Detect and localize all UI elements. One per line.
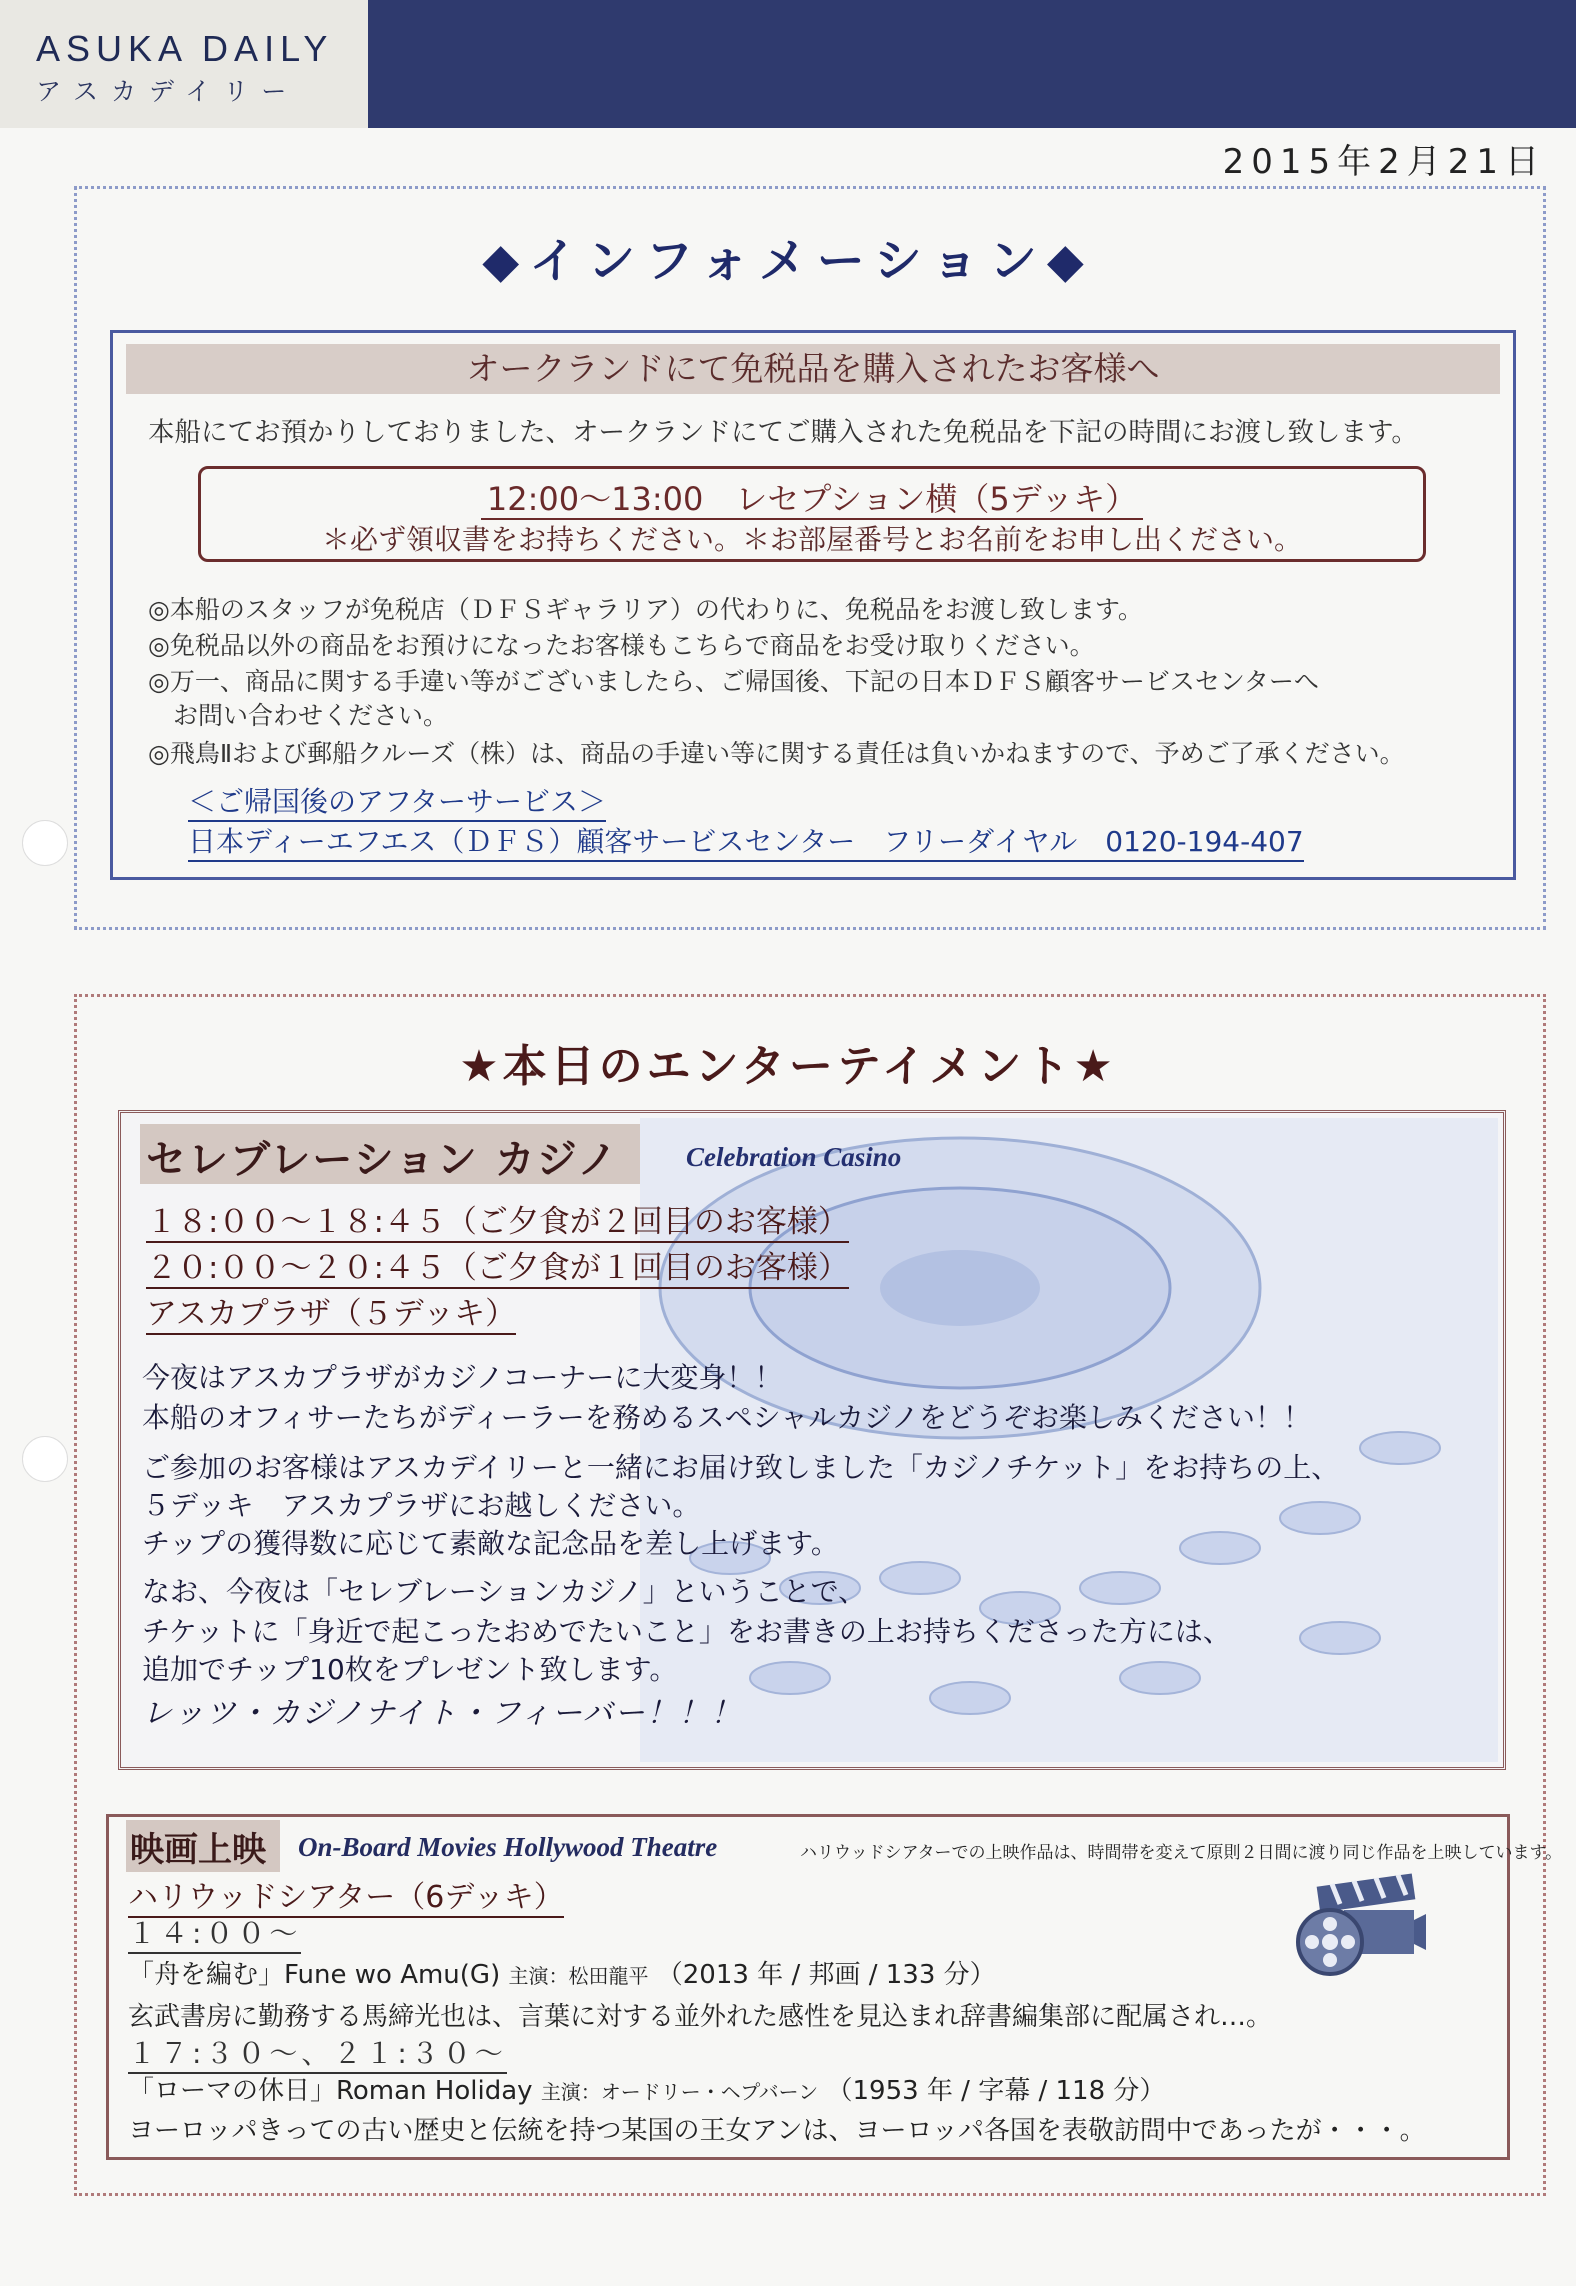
casino-title-english: Celebration Casino: [686, 1142, 902, 1172]
movie-showtime: １７:３０～、２１:３０～: [128, 2032, 507, 2074]
casino-description-line: 本船のオフィサーたちがディーラーを務めるスペシャルカジノをどうぞお楽しみください！！: [142, 1401, 1312, 1434]
pickup-time-place: 12:00～13:00 レセプション横（5デッキ）: [198, 474, 1426, 520]
notice-line: ◎本船のスタッフが免税店（ＤＦＳギャラリア）の代わりに、免税品をお渡し致します。: [148, 595, 1143, 624]
casino-description-line: チケットに「身近で起こったおめでたいこと」をお書きの上お持ちくださった方には、: [142, 1615, 1231, 1648]
pickup-time-note: ＊必ず領収書をお持ちください。＊お部屋番号とお名前をお申し出ください。: [321, 523, 1302, 556]
dfs-service-center-contact: 日本ディーエフエス（ＤＦＳ）顧客サービスセンター フリーダイヤル 0120-194-407: [188, 820, 1304, 862]
notice-line: ◎万一、商品に関する手違い等がございましたら、ご帰国後、下記の日本ＤＦＳ顧客サービスセンターへ: [148, 667, 1319, 696]
duty-free-heading: オークランドにて免税品を購入されたお客様へ: [126, 344, 1500, 394]
casino-description-line: ５デッキ アスカプラザにお越しください。: [142, 1489, 701, 1522]
movies-schedule-note: ハリウッドシアターでの上映作品は、時間帯を変えて原則２日間に渡り同じ作品を上映しています。: [800, 1843, 1563, 1863]
movies-title: 映画上映: [130, 1830, 266, 1870]
casino-description-line: チップの獲得数に応じて素敵な記念品を差し上げます。: [142, 1527, 839, 1560]
movie-info: （2013 年 / 邦画 / 133 分）: [656, 1960, 996, 1990]
movie-cast: 主演：松田龍平: [508, 1964, 649, 1988]
movie-cast: 主演：オードリー・ヘプバーン: [540, 2080, 819, 2104]
issue-date: 2015年2月21日: [1222, 142, 1546, 182]
masthead-dark-band: [368, 0, 1576, 128]
entertainment-title: ★本日のエンターテイメント★: [459, 1041, 1117, 1092]
notice-line: ◎飛鳥Ⅱおよび郵船クルーズ（株）は、商品の手違い等に関する責任は負いかねますので、予めご了承ください。: [148, 739, 1405, 768]
movie-title-line: [128, 1954, 996, 1991]
movie-title-line: [128, 2070, 1165, 2107]
notice-line: お問い合わせください。: [148, 701, 449, 730]
movies-title-english: On-Board Movies Hollywood Theatre: [298, 1832, 718, 1862]
punch-hole: [22, 820, 68, 866]
casino-description-line: 追加でチップ10枚をプレゼント致します。: [142, 1653, 678, 1686]
casino-closing-slogan: レッツ・カジノナイト・フィーバー！！！: [142, 1696, 743, 1731]
notice-line: ◎免税品以外の商品をお預けになったお客様もこちらで商品をお受け取りください。: [148, 631, 1095, 660]
duty-free-intro: 本船にてお預かりしておりました、オークランドにてご購入された免税品を下記の時間にお渡し致します。: [148, 417, 1418, 448]
movie-title: 「舟を編む」Fune wo Amu(G): [128, 1960, 501, 1990]
information-title: ◆インフォメーション◆: [482, 233, 1094, 289]
movie-showtime: １４:００～: [128, 1912, 301, 1954]
after-service-heading: ＜ご帰国後のアフターサービス＞: [188, 780, 606, 822]
casino-description-line: なお、今夜は「セレブレーションカジノ」ということで、: [142, 1575, 867, 1608]
casino-description-line: 今夜はアスカプラザがカジノコーナーに大変身！！: [142, 1361, 783, 1394]
movie-theatre-location: ハリウッドシアター（6デッキ）: [128, 1872, 564, 1918]
movie-title: 「ローマの休日」Roman Holiday: [128, 2076, 533, 2106]
movie-info: （1953 年 / 字幕 / 118 分）: [826, 2076, 1166, 2106]
movie-synopsis: 玄武書房に勤務する馬締光也は、言葉に対する並外れた感性を見込まれ辞書編集部に配属され…。: [128, 2002, 1273, 2032]
movie-synopsis: ヨーロッパきっての古い歴史と伝統を持つ某国の王女アンは、ヨーロッパ各国を表敬訪問中であったが・・・。: [128, 2116, 1426, 2146]
punch-hole: [22, 1436, 68, 1482]
casino-description-line: ご参加のお客様はアスカデイリーと一緒にお届け致しました「カジノチケット」をお持ちの上、: [142, 1451, 1340, 1484]
casino-time: １８:００～１８:４５（ご夕食が２回目のお客様）: [146, 1196, 849, 1243]
film-reel-clapper-icon: [1288, 1870, 1428, 1980]
brand-name-japanese: アスカデイリー: [36, 77, 300, 106]
casino-title: セレブレーション カジノ: [146, 1137, 620, 1183]
casino-place: アスカプラザ（５デッキ）: [146, 1288, 516, 1335]
casino-time: ２０:００～２０:４５（ご夕食が１回目のお客様）: [146, 1242, 849, 1289]
brand-name-english: ASUKA DAILY: [36, 28, 334, 69]
